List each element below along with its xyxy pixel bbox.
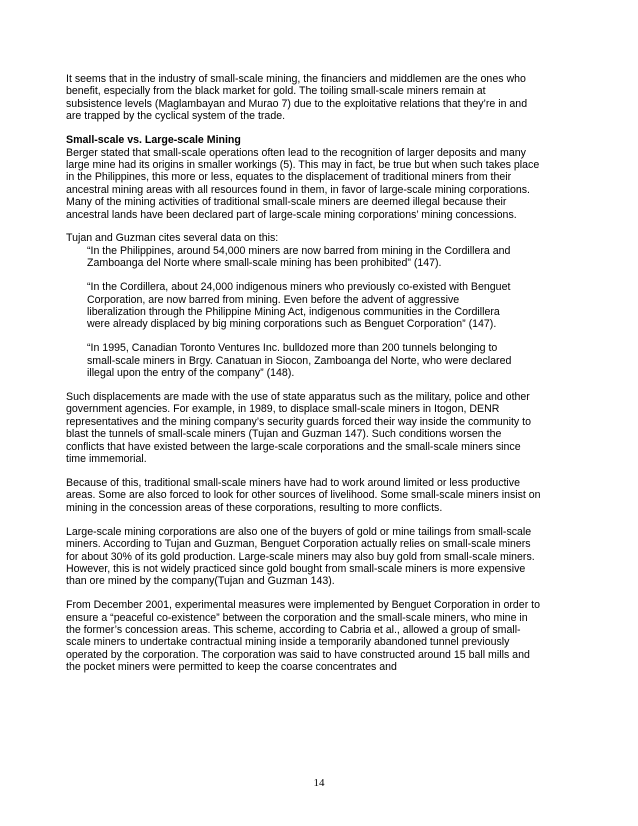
block-quote-3: “In 1995, Canadian Toronto Ventures Inc. bulldozed more than 200 tunnels belonging to small-scale miners in Brgy. Canatuan in Siocon, Zamboanga del Norte, who were declared illegal upon the entry of the company” (148). bbox=[87, 342, 512, 380]
paragraph-because: Because of this, traditional small-scale miners have had to work around limited or less productive areas. Some are also forced to look for other sources of livelihood. Some small-scale miners insist on mining in the concession areas of these corporations, resulting to more conflicts. bbox=[66, 476, 541, 514]
paragraph-december-2001: From December 2001, experimental measures were implemented by Benguet Corporation in order to ensure a “peaceful co-existence” between the corporation and the small-scale miners, who mine in the former’s concession areas. This scheme, according to Cabria et al., allowed a group of small-scale miners to undertake contractual mining inside a temporarily abandoned tunnel previously operated by the corporation. The corporation was said to have constructed around 15 ball mills and the pocket miners were permitted to keep the coarse concentrates and bbox=[66, 599, 541, 674]
section-heading: Small-scale vs. Large-scale Mining bbox=[66, 134, 241, 147]
block-quote-1: “In the Philippines, around 54,000 miners are now barred from mining in the Cordillera and Zamboanga del Norte where small-scale mining has been prohibited” (147). bbox=[87, 244, 511, 270]
paragraph-financiers: It seems that in the industry of small-scale mining, the financiers and middlemen are the ones who benefit, especially from the black market for gold. The toiling small-scale miners remain at subsistence levels (Maglambayan and Murao 7) due to the exploitative relations that they’re in and are trapped by the cyclical system of the trade. bbox=[66, 73, 528, 123]
page-number: 14 bbox=[313, 777, 325, 789]
block-quote-2: “In the Cordillera, about 24,000 indigenous miners who previously co-existed with Benguet Corporation, are now barred from mining. Even before the advent of aggressive liberalization through the Philippine Mining Act, indigenous communities in the Cordillera were already displaced by big mining corporations such as Benguet Corporation” (147). bbox=[87, 281, 511, 331]
paragraph-displacements: Such displacements are made with the use of state apparatus such as the military, police and other government agencies. For example, in 1989, to displace small-scale miners in Itogon, DENR representatives and the mining company’s security guards forced their way inside the community to blast the tunnels of small-scale miners (Tujan and Guzman 147). Such conditions worsen the conflicts that have existed between the large-scale corporations and the small-scale miners since time immemorial. bbox=[66, 391, 531, 466]
paragraph-large-scale-buyers: Large-scale mining corporations are also one of the buyers of gold or mine tailings from small-scale miners. According to Tujan and Guzman, Benguet Corporation actually relies on small-scale miners for about 30% of its gold production. Large-scale miners may also buy gold from small-scale miners. However, this is not widely practiced since gold bought from small-scale miners is more expensive than ore mined by the company(Tujan and Guzman 143). bbox=[66, 525, 535, 588]
paragraph-berger: Berger stated that small-scale operations often lead to the recognition of larger deposits and many large mine had its origins in smaller workings (5). This may in fact, be true but when such takes place in the Philippines, this more or less, equates to the displacement of traditional miners from their ancestral mining areas with all resources found in them, in favor of large-scale mining corporations. Many of the mining activities of traditional small-scale miners are deemed illegal because their ancestral lands have been declared part of large-scale mining corporations’ mining concessions. bbox=[66, 146, 540, 221]
paragraph-tujan-intro: Tujan and Guzman cites several data on this: bbox=[66, 232, 279, 245]
page-body bbox=[66, 73, 542, 674]
